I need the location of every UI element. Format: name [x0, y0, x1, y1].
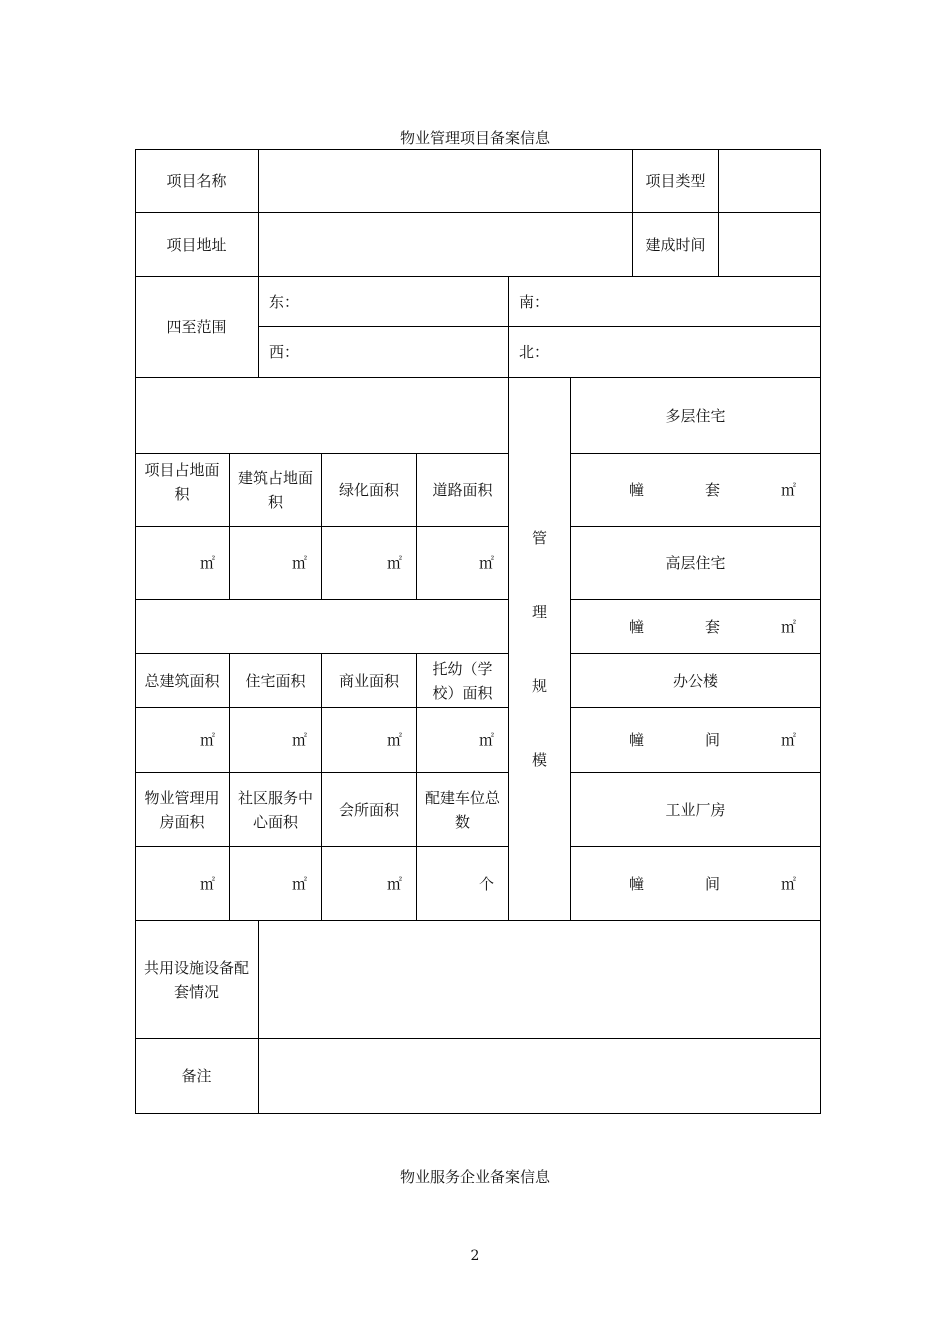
value-commercial-area[interactable]: ㎡ — [322, 708, 417, 773]
section-title-company: 物业服务企业备案信息 — [399, 1168, 550, 1186]
field-remarks[interactable] — [259, 1039, 821, 1114]
field-project-address[interactable] — [259, 213, 633, 277]
value-factory[interactable] — [571, 847, 821, 921]
label-total-building-area: 总建筑面积 — [135, 654, 230, 708]
label-build-time: 建成时间 — [633, 213, 719, 277]
unit-sqm: ㎡ — [780, 617, 796, 636]
label-high-rise: 高层住宅 — [571, 527, 821, 600]
value-total-building-area[interactable]: ㎡ — [135, 708, 230, 773]
unit-set: 套 — [704, 617, 720, 636]
scale-char-4: 模 — [531, 751, 547, 769]
label-school-area: 托幼（学校）面积 — [417, 654, 509, 708]
unit-building: 幢 — [629, 731, 645, 749]
label-project-name: 项目名称 — [135, 149, 259, 213]
unit-building: 幢 — [629, 481, 645, 499]
label-shared-facilities: 共用设施设备配套情况 — [135, 921, 259, 1039]
value-school-area[interactable]: ㎡ — [417, 708, 509, 773]
field-shared-facilities[interactable] — [259, 921, 821, 1039]
unit-room: 间 — [704, 874, 720, 893]
label-multi-storey: 多层住宅 — [571, 378, 821, 454]
value-community-center-area[interactable]: ㎡ — [230, 847, 322, 921]
label-mgmt-room-area: 物业管理用房面积 — [135, 773, 230, 847]
unit-building: 幢 — [629, 874, 645, 893]
unit-room: 间 — [704, 731, 720, 749]
label-remarks: 备注 — [135, 1039, 259, 1114]
label-building-footprint: 建筑占地面积 — [230, 454, 322, 527]
label-road-area: 道路面积 — [417, 454, 509, 527]
field-west[interactable]: 西： — [259, 327, 509, 378]
value-mgmt-room-area[interactable]: ㎡ — [135, 847, 230, 921]
scale-char-1: 管 — [531, 529, 547, 547]
value-parking-total[interactable]: 个 — [417, 847, 509, 921]
unit-building: 幢 — [629, 617, 645, 636]
value-clubhouse-area[interactable]: ㎡ — [322, 847, 417, 921]
field-south[interactable]: 南： — [509, 277, 821, 327]
unit-sqm: ㎡ — [780, 481, 796, 499]
value-road-area[interactable]: ㎡ — [417, 527, 509, 600]
value-building-footprint[interactable]: ㎡ — [230, 527, 322, 600]
label-community-center-area: 社区服务中心面积 — [230, 773, 322, 847]
value-residential-area[interactable]: ㎡ — [230, 708, 322, 773]
label-residential-area: 住宅面积 — [230, 654, 322, 708]
page-number: 2 — [470, 1248, 480, 1264]
field-north[interactable]: 北： — [509, 327, 821, 378]
value-land-area[interactable]: ㎡ — [135, 527, 230, 600]
label-land-area: 项目占地面积 — [135, 454, 230, 527]
label-project-address: 项目地址 — [135, 213, 259, 277]
label-office: 办公楼 — [571, 654, 821, 708]
unit-sqm: ㎡ — [780, 731, 796, 749]
blank-area-middle — [135, 600, 509, 654]
label-project-type: 项目类型 — [633, 149, 719, 213]
label-boundaries: 四至范围 — [135, 277, 259, 378]
label-green-area: 绿化面积 — [322, 454, 417, 527]
unit-set: 套 — [704, 481, 720, 499]
form-title: 物业管理项目备案信息 — [399, 129, 550, 147]
value-office[interactable] — [571, 708, 821, 773]
label-commercial-area: 商业面积 — [322, 654, 417, 708]
field-build-time[interactable] — [719, 213, 821, 277]
label-clubhouse-area: 会所面积 — [322, 773, 417, 847]
field-east[interactable]: 东： — [259, 277, 509, 327]
unit-sqm: ㎡ — [780, 874, 796, 893]
label-factory: 工业厂房 — [571, 773, 821, 847]
label-parking-total: 配建车位总数 — [417, 773, 509, 847]
value-green-area[interactable]: ㎡ — [322, 527, 417, 600]
field-project-name[interactable] — [259, 149, 633, 213]
field-project-type[interactable] — [719, 149, 821, 213]
value-high-rise[interactable] — [571, 600, 821, 654]
project-record-table — [135, 149, 821, 1114]
scale-char-3: 规 — [531, 677, 547, 695]
label-management-scale — [509, 378, 571, 921]
scale-char-2: 理 — [531, 603, 547, 621]
blank-area-top — [135, 378, 509, 454]
value-multi-storey[interactable] — [571, 454, 821, 527]
